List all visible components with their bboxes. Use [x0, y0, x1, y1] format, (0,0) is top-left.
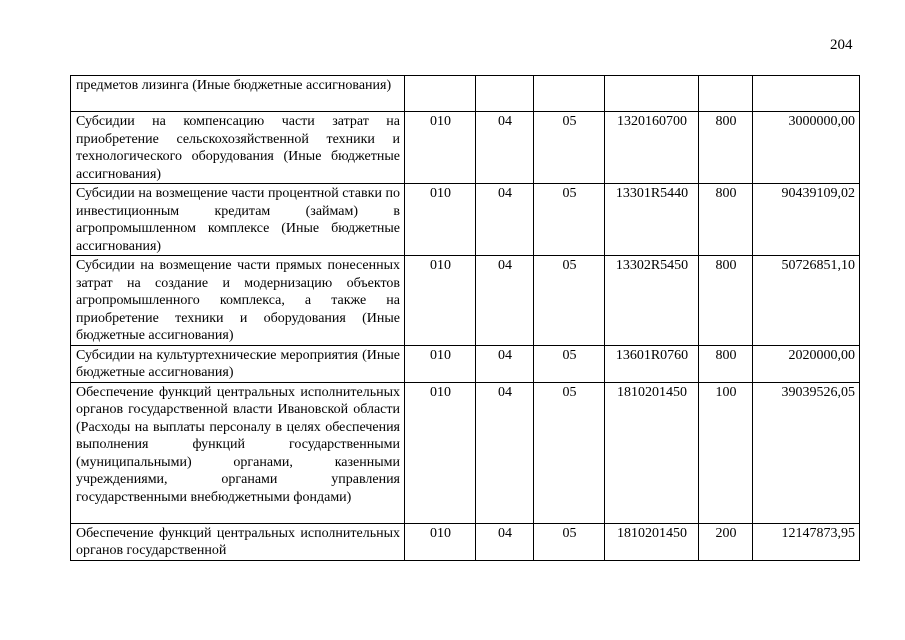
subsection-code: 05 [534, 345, 605, 382]
table-row [71, 112, 860, 184]
grbs-code: 010 [405, 382, 476, 523]
expense-name: Обеспечение функций центральных исполнительных органов государственной власти Ивановской области (Расходы на выплаты персоналу в целях обеспечения выполнения функций государственными (муниципальными) органами, казенными учреждениями, органами управления государственными внебюджетными фондами) [71, 382, 405, 523]
subsection-code [534, 76, 605, 112]
expense-type-code: 800 [699, 184, 753, 256]
expense-type-code [699, 76, 753, 112]
target-article-code: 1810201450 [605, 523, 699, 560]
grbs-code: 010 [405, 184, 476, 256]
amount: 90439109,02 [753, 184, 860, 256]
section-code: 04 [476, 256, 534, 346]
expense-type-code: 800 [699, 345, 753, 382]
grbs-code: 010 [405, 112, 476, 184]
amount: 39039526,05 [753, 382, 860, 523]
expense-type-code: 100 [699, 382, 753, 523]
expense-name: предметов лизинга (Иные бюджетные ассигнования) [71, 76, 405, 112]
section-code [476, 76, 534, 112]
target-article-code: 13302R5450 [605, 256, 699, 346]
page-number: 204 [830, 37, 853, 53]
expense-type-code: 200 [699, 523, 753, 560]
amount: 12147873,95 [753, 523, 860, 560]
target-article-code: 13301R5440 [605, 184, 699, 256]
amount: 50726851,10 [753, 256, 860, 346]
amount [753, 76, 860, 112]
grbs-code: 010 [405, 523, 476, 560]
expense-type-code: 800 [699, 112, 753, 184]
grbs-code: 010 [405, 256, 476, 346]
target-article-code: 1320160700 [605, 112, 699, 184]
table-row [71, 256, 860, 346]
expense-name: Субсидии на культуртехнические мероприятия (Иные бюджетные ассигнования) [71, 345, 405, 382]
table-row [71, 523, 860, 560]
grbs-code: 010 [405, 345, 476, 382]
section-code: 04 [476, 112, 534, 184]
subsection-code: 05 [534, 112, 605, 184]
expense-name: Обеспечение функций центральных исполнительных органов государственной [71, 523, 405, 560]
budget-table [70, 75, 860, 561]
table-row [71, 184, 860, 256]
target-article-code [605, 76, 699, 112]
target-article-code: 13601R0760 [605, 345, 699, 382]
subsection-code: 05 [534, 523, 605, 560]
expense-name: Субсидии на возмещение части процентной ставки по инвестиционным кредитам (займам) в агропромышленном комплексе (Иные бюджетные ассигнования) [71, 184, 405, 256]
subsection-code: 05 [534, 256, 605, 346]
expense-name: Субсидии на компенсацию части затрат на приобретение сельскохозяйственной техники и технологического оборудования (Иные бюджетные ассигнования) [71, 112, 405, 184]
amount: 2020000,00 [753, 345, 860, 382]
table-row [71, 76, 860, 112]
target-article-code: 1810201450 [605, 382, 699, 523]
expense-type-code: 800 [699, 256, 753, 346]
subsection-code: 05 [534, 184, 605, 256]
amount: 3000000,00 [753, 112, 860, 184]
section-code: 04 [476, 345, 534, 382]
table-row [71, 345, 860, 382]
section-code: 04 [476, 523, 534, 560]
section-code: 04 [476, 382, 534, 523]
section-code: 04 [476, 184, 534, 256]
subsection-code: 05 [534, 382, 605, 523]
expense-name: Субсидии на возмещение части прямых понесенных затрат на создание и модернизацию объектов агропромышленного комплекса, а также на приобретение техники и оборудования (Иные бюджетные ассигнования) [71, 256, 405, 346]
table-row [71, 382, 860, 523]
grbs-code [405, 76, 476, 112]
